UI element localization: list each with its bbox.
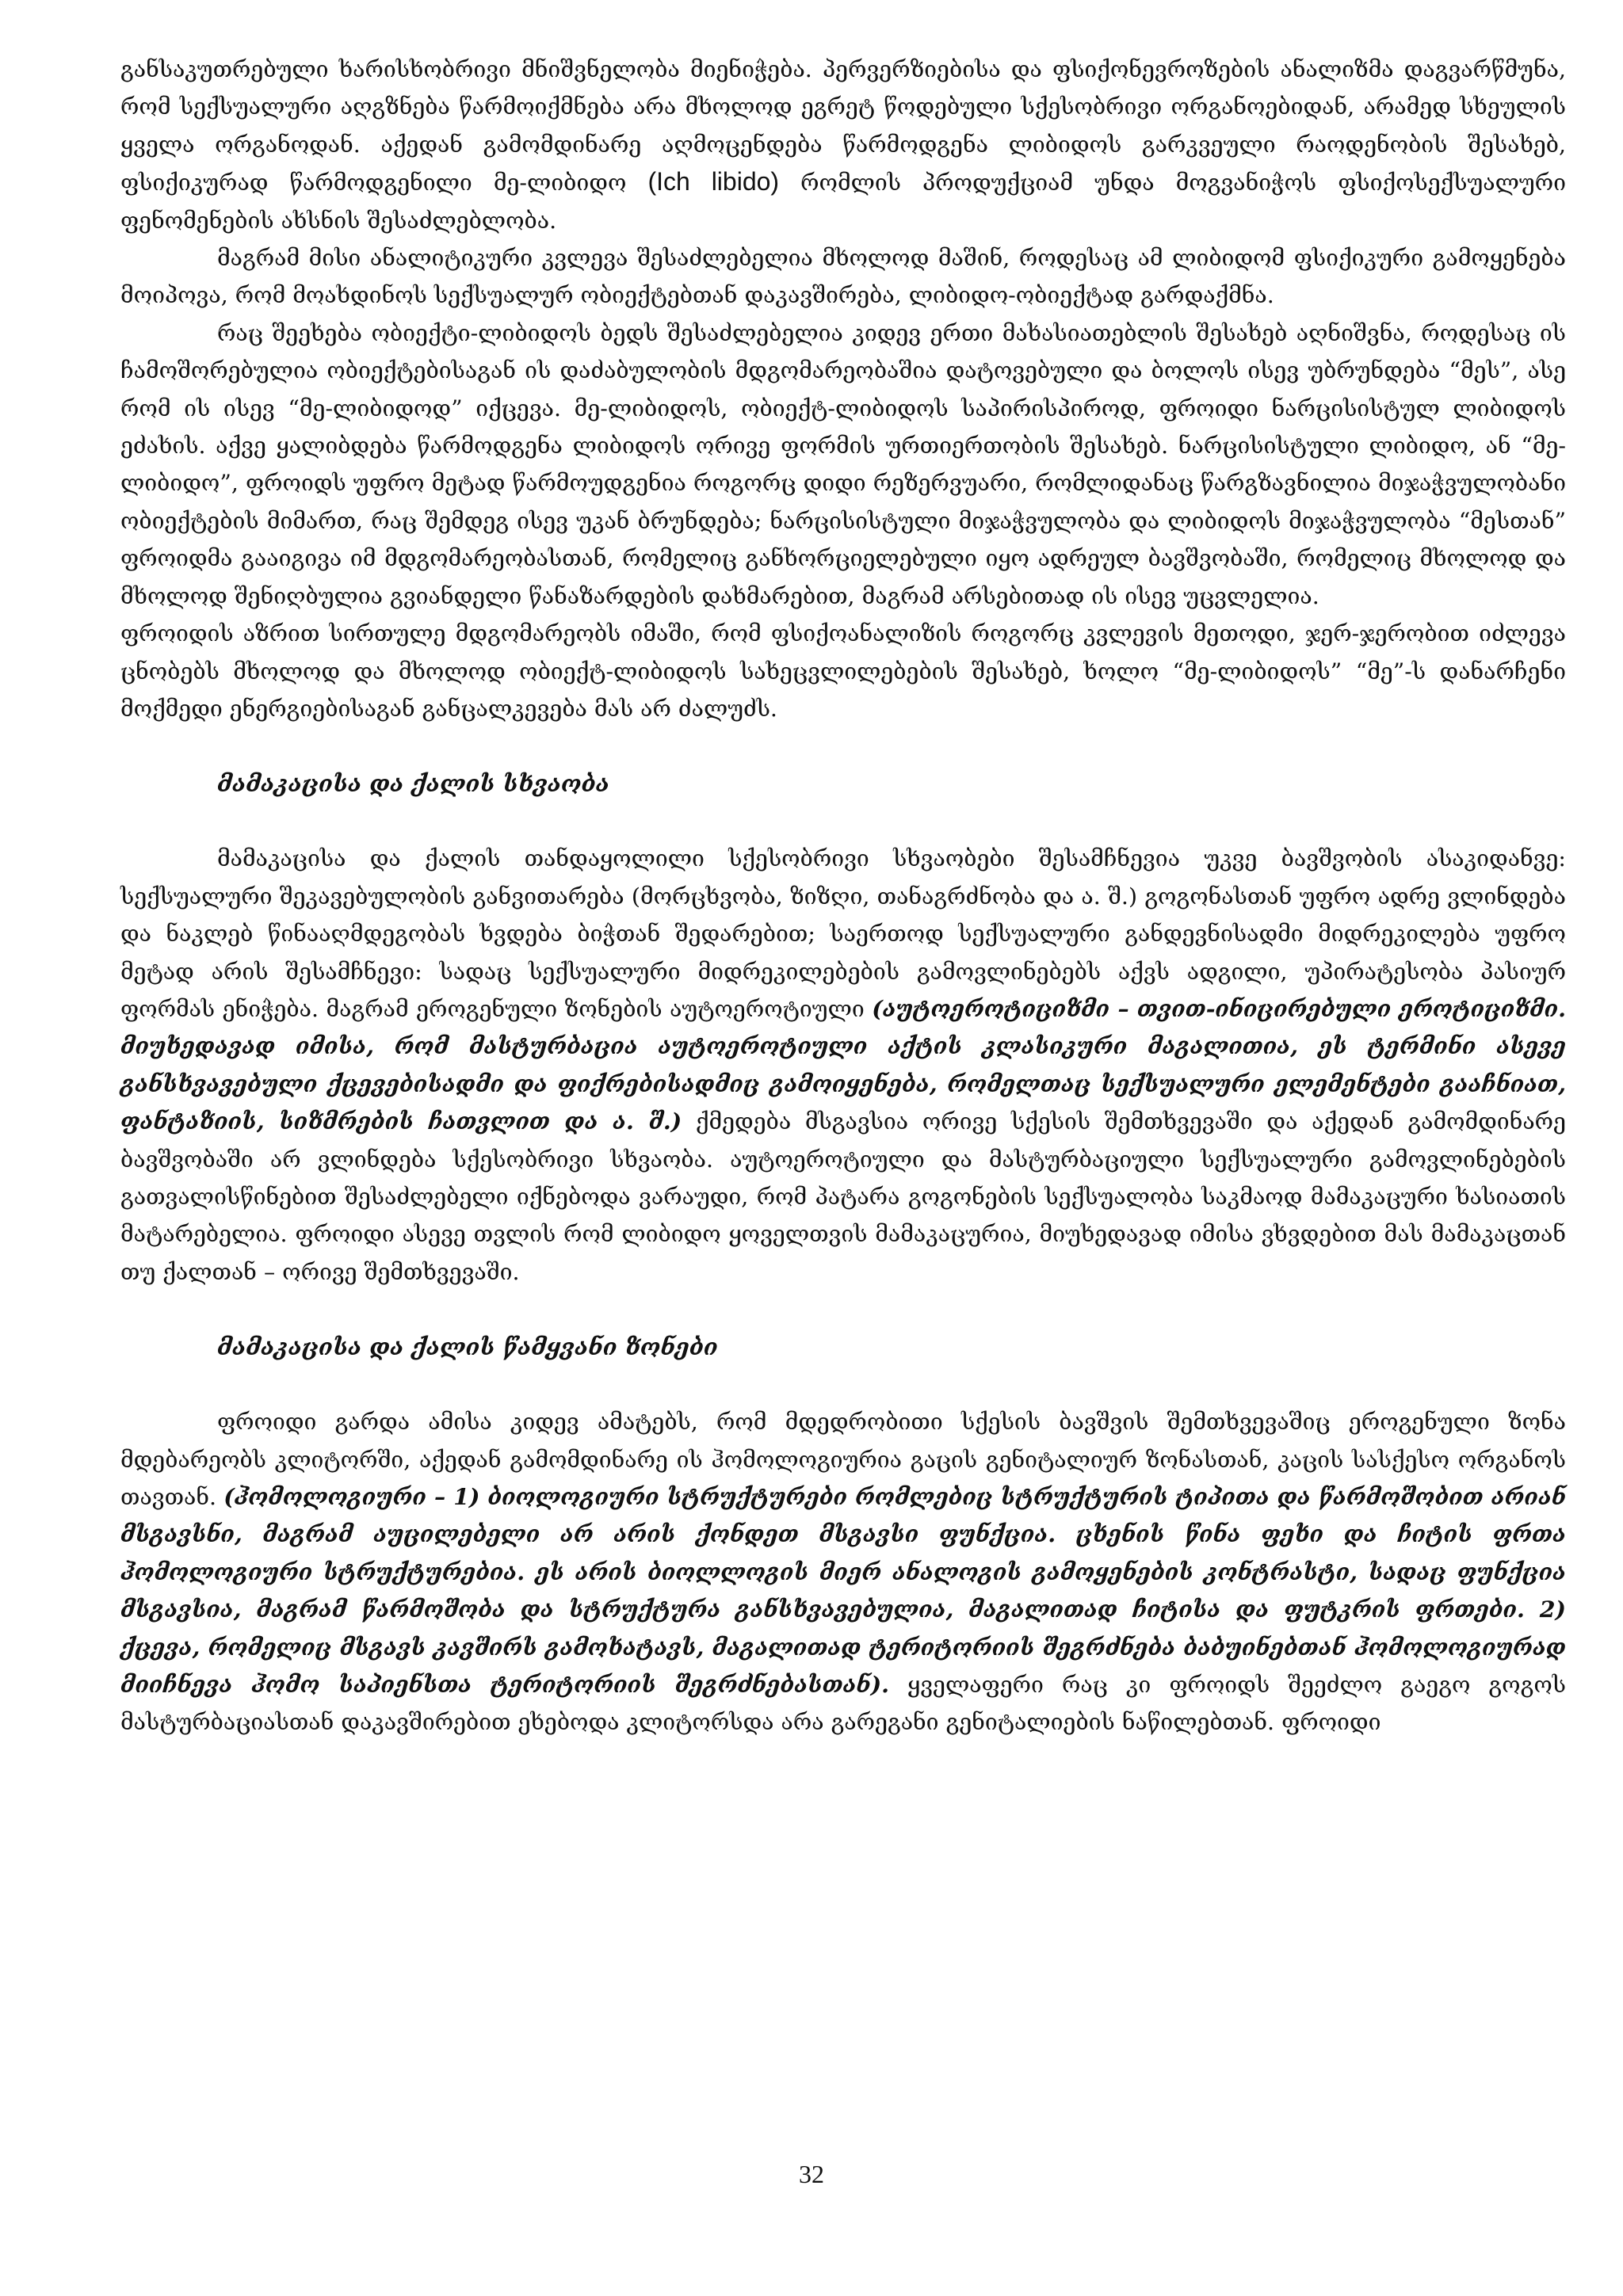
- section-heading-sex-difference: მამაკაცისა და ქალის სხვაობა: [217, 770, 609, 798]
- paragraph-erogenous-zone: [120, 1403, 1566, 1741]
- paragraph-ich-libido: [120, 51, 1566, 239]
- page-body: [120, 51, 1566, 1741]
- paragraph-object-libido: რაც შეეხება ობიექტი-ლიბიდოს ბედს შესაძლებელია კიდევ ერთი მახასიათებლის შესახებ აღნიშვნა, როდესაც ის ჩამოშორებულია ობიექტებისაგან ის დაძაბულობის მდგომარეობაშია დატოვებული და ბოლოს ისევ უბრუნდება “მეს”, ასე რომ ის ისევ “მე-ლიბიდოდ” იქცევა. მე-ლიბიდოს, ობიექტ-ლიბიდოს საპირისპიროდ, ფროიდი ნარცისისტულ ლიბიდოს ეძახის. აქვე ყალიბდება წარმოდგენა ლიბიდოს ორივე ფორმის ურთიერთობის შესახებ. ნარცისისტული ლიბიდო, ან “მე-ლიბიდო”, ფროიდს უფრო მეტად წარმოუდგენია როგორც დიდი რეზერვუარი, რომლიდანაც წარგზავნილია მიჯაჭვულობანი ობიექტების მიმართ, რაც შემდეგ ისევ უკან ბრუნდება; ნარცისისტული მიჯაჭვულობა და ლიბიდოს მიჯაჭვულობა “მესთან” ფროიდმა გააიგივა იმ მდგომარეობასთან, რომელიც განხორციელებული იყო ადრეულ ბავშვობაში, რომელიც მხოლოდ და მხოლოდ შენიღბულია გვიანდელი წანაზარდების დახმარებით, მაგრამ არსებითად ის ისევ უცვლელია.: [120, 319, 1566, 609]
- paragraph-text: ქმედება მსგავსია ორივე სქესის შემთხვევაში და აქედან გამომდინარე ბავშვობაში არ ვლინდება სქესობრივი სხვაობა. აუტოეროტიული და მასტურბაციული სექსუალური გამოვლინებების გათვალისწინებით შესაძლებელი იქნებოდა ვარაუდი, რომ პატარა გოგონების სექსუალობა საკმაოდ მამაკაცური ხასიათის მატარებელია. ფროიდი ასევე თვლის რომ ლიბიდო ყოველთვის მამაკაცურია, მიუხედავად იმისა ვხვდებით მას მამაკაცთან თუ ქალთან – ორივე შემთხვევაში.: [120, 1108, 1566, 1285]
- paragraph-text: ყველაფერი რაც კი ფროიდს შეეძლო გაეგო გოგოს მასტურბაციასთან დაკავშირებით ეხებოდა კლიტორსდა არა გარეგანი გენიტალიების ნაწილებთან. ფროიდი: [120, 1672, 1566, 1736]
- paragraph-text: რომლის პროდუქციამ უნდა მოგვანიჭოს ფსიქოსექსუალური ფენომენების ახსნის შესაძლებლობა.: [120, 170, 1567, 234]
- paragraph-innate-differences: [120, 840, 1566, 1291]
- paragraph-analytic-research: მაგრამ მისი ანალიტიკური კვლევა შესაძლებელია მხოლოდ მაშინ, როდესაც ამ ლიბიდომ ფსიქიკური გამოყენება მოიპოვა, რომ მოახდინოს სექსუალურ ობიექტებთან დაკავშირება, ლიბიდო-ობიექტად გარდაქმნა.: [120, 245, 1566, 309]
- homologous-note: (ჰომოლოგიური – 1) ბიოლოგიური სტრუქტურები რომლებიც სტრუქტურის ტიპითა და წარმოშობით არიან მსგავსნი, მაგრამ აუცილებელი არ არის ქონდეთ მსგავსი ფუნქცია. ცხენის წინა ფეხი და ჩიტის ფრთა ჰომოლოგიური სტრუქტურებია. ეს არის ბიოლლოგის მიერ ანალოგის გამოყენების კონტრასტი, სადაც ფუნქცია მსგავსია, მაგრამ წარმოშობა და სტრუქტურა განსხვავებულია, მაგალითად ჩიტისა და ფუტკრის ფრთები. 2) ქცევა, რომელიც მსგავს კავშირს გამოხატავს, მაგალითად ტერიტორიის შეგრძნება ბაბუინებთან ჰომოლოგიურად მიიჩნევა ჰომო საპიენსთა ტერიტორიის შეგრძნებასთან).: [120, 1483, 1566, 1699]
- page-number: 32: [799, 2160, 824, 2188]
- paragraph-text: ფროიდი გარდა ამისა კიდევ ამატებს, რომ მდედრობითი სქესის ბავშვის შემთხვევაშიც ეროგენული ზონა მდებარეობს კლიტორში, აქედან გამომდინარე ის ჰომოლოგიურია გაცის გენიტალიურ ზონასთან, კაცის სასქესო ორგანოს თავთან.: [120, 1409, 1566, 1510]
- paragraph-text: მამაკაცისა და ქალის თანდაყოლილი სქესობრივი სხვაობები შესამჩნევია უკვე ბავშვობის ასაკიდანვე: სექსუალური შეკავებულობის განვითარება (მორცხვობა, ზიზღი, თანაგრძნობა და ა. შ.) გოგონასთან უფრო ადრე ვლინდება და ნაკლებ წინააღმდეგობას ხვდება ბიჭთან შედარებით; საერთოდ სექსუალური განდევნისადმი მიდრეკილება უფრო მეტად არის შესამჩნევი: სადაც სექსუალური მიდრეკილებების გამოვლინებებს აქვს ადგილი, უპირატესობა პასიურ ფორმას ენიჭება. მაგრამ ეროგენული ზონების აუტოეროტიული: [120, 845, 1566, 1022]
- section-heading-leading-zones: მამაკაცისა და ქალის წამყვანი ზონები: [217, 1333, 718, 1361]
- paragraph-text: განსაკუთრებული ხარისხობრივი მნიშვნელობა მიენიჭება. პერვერზიებისა და ფსიქონევროზების ანალიზმა დაგვარწმუნა, რომ სექსუალური აღგზნება წარმოიქმნება არა მხოლოდ ეგრეტ წოდებული სქესობრივი ორგანოებიდან, არამედ სხეულის ყველა ორგანოდან. აქედან გამომდინარე აღმოცენდება წარმოდგენა ლიბიდოს გარკვეული რაოდენობის შესახებ, ფსიქიკურად წარმოდგენილი მე-ლიბიდო: [120, 56, 1566, 196]
- autoeroticism-note: (აუტოეროტიციზმი – თვით-ინიცირებული ეროტიციზმი. მიუხედავად იმისა, რომ მასტურბაცია აუტოეროტიული აქტის კლასიკური მაგალითია, ეს ტერმინი ასევე განსხვავებული ქცევებისადმი და ფიქრებისადმიც გამოიყენება, რომელთაც სექსუალური ელემენტები გააჩნიათ, ფანტაზიის, სიზმრების ჩათვლით და ა. შ.): [120, 994, 1567, 1135]
- paragraph-freud-difficulty: ფროიდის აზრით სირთულე მდგომარეობს იმაში, რომ ფსიქოანალიზის როგორც კვლევის მეთოდი, ჯერ-ჯერობით იძლევა ცნობებს მხოლოდ და მხოლოდ ობიექტ-ლიბიდოს სახეცვლილებების შესახებ, ხოლო “მე-ლიბიდოს” “მე”-ს დანარჩენი მოქმედი ენერგიებისაგან განცალკევება მას არ ძალუძს.: [120, 620, 1566, 722]
- ich-libido-term: (Ich libido): [647, 167, 780, 196]
